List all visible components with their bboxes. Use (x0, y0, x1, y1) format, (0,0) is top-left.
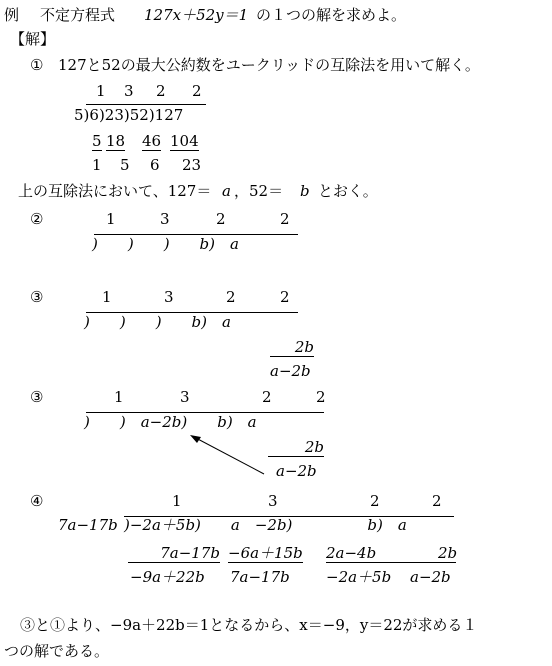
step1-product: 46 (142, 132, 162, 150)
step4-quotient: 1 (172, 492, 182, 510)
step3b-quotient: 2 (316, 388, 326, 406)
step1-quotient: 2 (192, 82, 202, 100)
step4-product: −6a＋15b (228, 544, 303, 562)
step1-text: 127と52の最大公約数をユークリッドの互除法を用いて解く。 (58, 56, 480, 74)
step4-quotient: 2 (370, 492, 380, 510)
step2-quotient: 1 (106, 210, 116, 228)
step3a-row: ) ) ) b) a (84, 313, 231, 331)
substitution-text-c: とおく。 (318, 182, 378, 200)
step1-product: 5 (92, 132, 102, 150)
example-label: 例 (4, 6, 20, 24)
substitution-text-b: ，52＝ (234, 182, 284, 200)
step1-remainder: 23 (182, 156, 202, 174)
step1-quotient: 2 (156, 82, 166, 100)
equation: 127x＋52y＝1 (144, 6, 249, 24)
step4-marker: ④ (30, 492, 44, 510)
conclusion-line2: つの解である。 (4, 642, 110, 660)
step3b-remainder: a−2b (276, 462, 317, 480)
step3a-quotient: 3 (164, 288, 174, 306)
var-a: a (222, 182, 231, 200)
step1-marker: ① (30, 56, 44, 74)
instruction: の１つの解を求めよ。 (256, 6, 407, 24)
step3a-marker: ③ (30, 288, 44, 306)
step3a-quotient: 1 (102, 288, 112, 306)
title: 不定方程式 (40, 6, 116, 24)
step1-product: 18 (106, 132, 126, 150)
step4-quotient: 3 (268, 492, 278, 510)
substitution-text-a: 上の互除法において、127＝ (18, 182, 212, 200)
step1-remainder: 6 (150, 156, 160, 174)
step3b-quotient: 2 (262, 388, 272, 406)
step1-quotient: 1 (96, 82, 106, 100)
step4-product: 2a−4b (326, 546, 456, 563)
step4-remainder: −2a＋5b (326, 568, 392, 586)
step2-quotient: 2 (216, 210, 226, 228)
step4-quotient: 2 (432, 492, 442, 510)
step3a-remainder: a−2b (270, 362, 311, 380)
step2-row: ) ) ) b) a (92, 235, 239, 253)
solution-label: 【解】 (10, 30, 56, 48)
conclusion-line1: ③と①より、−9a＋22b＝1となるから、x＝−9，y＝22が求める１ (20, 616, 478, 634)
step3b-quotient: 1 (114, 388, 124, 406)
step2-marker: ② (30, 210, 44, 228)
step4-remainder: 7a−17b (230, 568, 290, 586)
step3b-row: ) ) a−2b) b) a (84, 413, 257, 431)
step4-remainder: a−2b (410, 568, 451, 586)
step3b-marker: ③ (30, 388, 44, 406)
step4-remainder: −9a＋22b (130, 568, 205, 586)
step4-product: 7a−17b (128, 546, 220, 563)
step1-remainder: 5 (120, 156, 130, 174)
step3b-quotient: 3 (180, 388, 190, 406)
step1-quotient: 3 (124, 82, 134, 100)
step3a-quotient: 2 (280, 288, 290, 306)
step1-remainder: 1 (92, 156, 102, 174)
step2-quotient: 3 (160, 210, 170, 228)
step2-quotient: 2 (280, 210, 290, 228)
step3b-product: 2b (268, 440, 324, 457)
step4-left: 7a−17b (58, 516, 118, 534)
step4-row: )−2a＋5b) a −2b) b) a (124, 516, 407, 534)
step1-product: 104 (170, 132, 199, 150)
step3a-quotient: 2 (226, 288, 236, 306)
step1-division-row: 5)6)23)52)127 (74, 106, 184, 124)
var-b: b (300, 182, 310, 200)
step4-product: 2b (438, 544, 458, 562)
step3a-product: 2b (270, 340, 314, 357)
